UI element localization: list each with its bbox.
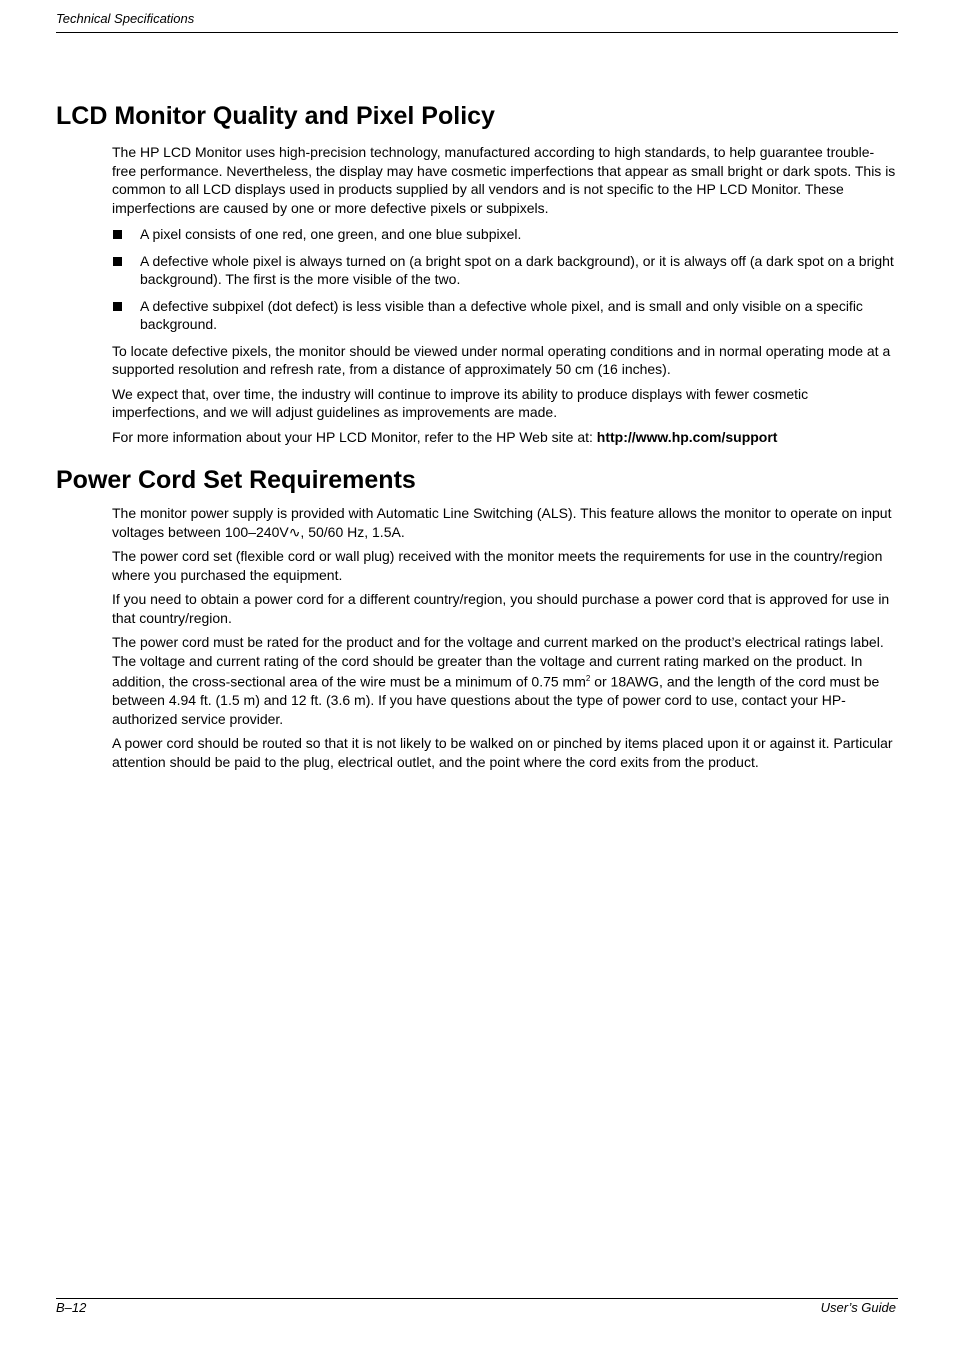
lcd-section-title: LCD Monitor Quality and Pixel Policy bbox=[56, 102, 495, 130]
pixel-bullet-list bbox=[112, 225, 896, 334]
cord-set-paragraph: The power cord set (flexible cord or wall plug) received with the monitor meets the requirements for use in the country/region where you purchased the equipment. bbox=[112, 548, 883, 583]
rating-text-before: The power cord must be rated for the product and for the voltage and current marked on the product’s electrical ratings label. The voltage and current rating of the cord should be greater than the voltage and current rating marked on the product. In addition, the cross-sectional area of the wire must be a minimum of 0.75 mm bbox=[112, 634, 884, 690]
als-paragraph: The monitor power supply is provided with Automatic Line Switching (ALS). This feature allows the monitor to operate on input voltages between 100–240V∿, 50/60 Hz, 1.5A. bbox=[112, 505, 892, 540]
other-country-paragraph: If you need to obtain a power cord for a different country/region, you should purchase a power cord that is approved for use in that country/region. bbox=[112, 591, 890, 626]
power-section-body bbox=[112, 504, 896, 771]
list-item bbox=[112, 252, 896, 289]
square-bullet-icon bbox=[113, 302, 122, 311]
rating-text-after: or 18AWG, and the length of the cord must be between 4.94 ft. (1.5 m) and 12 ft. (3.6 m). If you have questions about the type of power cord to use, contact your HP-authorized service provider. bbox=[112, 673, 880, 727]
square-bullet-icon bbox=[113, 230, 122, 239]
power-section-title: Power Cord Set Requirements bbox=[56, 466, 416, 494]
lcd-intro-paragraph: The HP LCD Monitor uses high-precision technology, manufactured according to high standards, to help guarantee trouble-free performance. Nevertheless, the display may have cosmetic imperfections that appear as small bright or dark spots. This is common to all LCD displays used in products supplied by all vendors and is not specific to the HP LCD Monitor. These imperfections are caused by one or more defective pixels or subpixels. bbox=[112, 144, 896, 216]
lcd-section-body bbox=[112, 143, 896, 446]
list-item bbox=[112, 297, 896, 334]
squared-superscript: 2 bbox=[585, 674, 591, 683]
expect-paragraph: We expect that, over time, the industry will continue to improve its ability to produce displays with fewer cosmetic imperfections, and we will adjust guidelines as improvements are made. bbox=[112, 385, 809, 420]
more-info-text: For more information about your HP LCD Monitor, refer to the HP Web site at: bbox=[112, 428, 597, 445]
page-number: B–12 bbox=[56, 1300, 87, 1315]
square-bullet-icon bbox=[113, 257, 122, 266]
list-item bbox=[112, 225, 896, 244]
footer-rule bbox=[56, 1298, 898, 1299]
hp-support-link[interactable]: http://www.hp.com/support bbox=[596, 428, 778, 445]
header-rule bbox=[56, 32, 898, 33]
power-section bbox=[56, 464, 898, 771]
running-header: Technical Specifications bbox=[56, 11, 195, 26]
rating-paragraph bbox=[112, 633, 896, 728]
bullet-text: A defective subpixel (dot defect) is less visible than a defective whole pixel, and is small and only visible on a specific background. bbox=[140, 297, 863, 332]
guide-name: User’s Guide bbox=[820, 1300, 896, 1315]
routing-paragraph: A power cord should be routed so that it is not likely to be walked on or pinched by items placed upon it or against it. Particular attention should be paid to the plug, electrical outlet, and the point where the cord exits from the product. bbox=[112, 735, 893, 770]
more-info-paragraph bbox=[112, 428, 896, 447]
page-content bbox=[56, 100, 898, 777]
locate-paragraph: To locate defective pixels, the monitor should be viewed under normal operating conditions and in normal operating mode at a supported resolution and refresh rate, from a distance of approximately 50 cm (16 inches). bbox=[112, 342, 891, 377]
bullet-text: A pixel consists of one red, one green, and one blue subpixel. bbox=[140, 226, 522, 242]
bullet-text: A defective whole pixel is always turned on (a bright spot on a dark background), or it is always off (a dark spot on a bright background). The first is the more visible of the two. bbox=[140, 252, 894, 287]
